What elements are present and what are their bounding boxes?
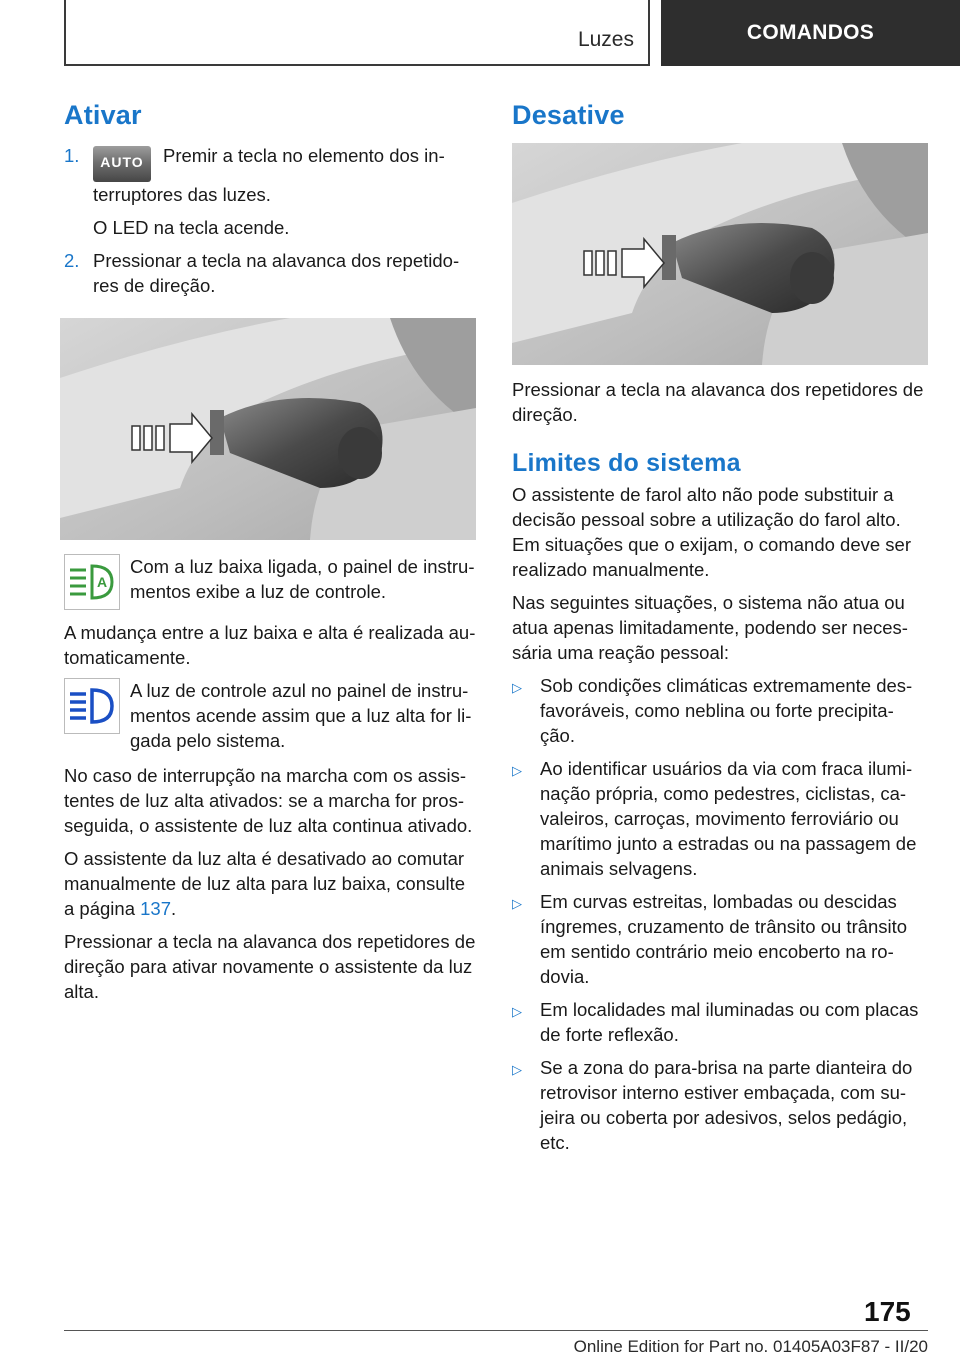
list-item: ▷ Em localidades mal iluminadas ou com placas de forte reflexão. <box>512 999 919 1045</box>
svg-text:A: A <box>96 574 108 590</box>
step-text: Premir a tecla no elemento dos in-terruptores das luzes. <box>93 145 445 205</box>
turn-signal-lever-photo <box>60 318 476 540</box>
heading-system-limits: Limites do sistema <box>512 449 741 477</box>
triangle-bullet-icon: ▷ <box>512 763 522 778</box>
low-beam-assist-green-icon <box>64 554 120 610</box>
page-number: 175 <box>864 1296 911 1327</box>
step-text: Pressionar a tecla na alavanca dos repetido-res de direção. <box>93 250 460 296</box>
para-switch: A mudança entre a luz baixa e alta é realizada au-tomaticamente. <box>64 622 476 668</box>
limits-para-2: Nas seguintes situações, o sistema não atua ou atua apenas limitadamente, podendo ser neces-sária uma reação pessoal: <box>512 592 908 663</box>
indicator-green-text: Com a luz baixa ligada, o painel de instru-mentos exibe a luz de controle. <box>130 556 475 602</box>
page-link[interactable]: 137 <box>140 898 171 919</box>
header-section-box <box>64 0 650 66</box>
list-item: ▷ Se a zona do para-brisa na parte dianteira do retrovisor interno estiver embaçada, com su-jeira ou coberta por adesivos, selos pedágio, etc. <box>512 1057 913 1153</box>
indicator-blue-text: A luz de controle azul no painel de instru-mentos acende assim que a luz alta for li-gada pelo sistema. <box>130 680 472 751</box>
limits-para-1: O assistente de farol alto não pode substituir a decisão pessoal sobre a utilização do farol alto. Em situações que o exijam, o comando deve ser realizado manualmente. <box>512 484 911 580</box>
indicator-blue-row <box>64 678 476 753</box>
left-column <box>64 100 476 1012</box>
footer-divider <box>64 1330 928 1331</box>
list-item: ▷ Ao identificar usuários da via com fraca ilumi-nação própria, como pedestres, ciclistas, ca-valeiros, carroças, movimento ferroviário ou marítimo junto a estradas ou na passagem de animais selvagens. <box>512 758 917 879</box>
step-number: 2. <box>64 250 80 271</box>
list-item: ▷ Sob condições climáticas extremamente des-favoráveis, como neblina ou forte precipita-ção. <box>512 675 913 746</box>
indicator-green-row <box>64 554 476 610</box>
step-1 <box>64 143 476 240</box>
heading-activate: Ativar <box>64 100 142 130</box>
limits-list <box>512 673 928 1155</box>
step-2 <box>64 248 476 298</box>
para-reactivate: Pressionar a tecla na alavanca dos repetidores de direção para ativar novamente o assistente da luz alta. <box>64 931 476 1002</box>
triangle-bullet-icon: ▷ <box>512 680 522 695</box>
para-interrupt: No caso de interrupção na marcha com os assis-tentes de luz alta ativados: se a marcha for pros-seguida, o assistente de luz alta continua ativado. <box>64 765 473 836</box>
header-section-title: Luzes <box>577 28 634 51</box>
auto-button-icon: AUTO <box>93 146 151 182</box>
triangle-bullet-icon: ▷ <box>512 1062 522 1077</box>
step-note: O LED na tecla acende. <box>93 217 290 238</box>
step-number: 1. <box>64 145 80 166</box>
deactivate-caption: Pressionar a tecla na alavanca dos repetidores de direção. <box>512 379 924 425</box>
para-deactivate: O assistente da luz alta é desativado ao comutar manualmente de luz alta para luz baixa, consulte a página 137. <box>64 848 466 919</box>
turn-signal-lever-photo-2 <box>512 143 928 365</box>
triangle-bullet-icon: ▷ <box>512 896 522 911</box>
header-chapter-tab: COMANDOS <box>661 0 960 66</box>
heading-deactivate: Desative <box>512 100 625 130</box>
high-beam-blue-icon <box>64 678 120 734</box>
right-column <box>512 100 928 1163</box>
footer-edition: Online Edition for Part no. 01405A03F87 - II/20 <box>573 1337 928 1356</box>
triangle-bullet-icon: ▷ <box>512 1004 522 1019</box>
list-item: ▷ Em curvas estreitas, lombadas ou descidas íngremes, cruzamento de trânsito ou trânsito em sentido contrário meio encoberto na ro-dovia. <box>512 891 908 987</box>
